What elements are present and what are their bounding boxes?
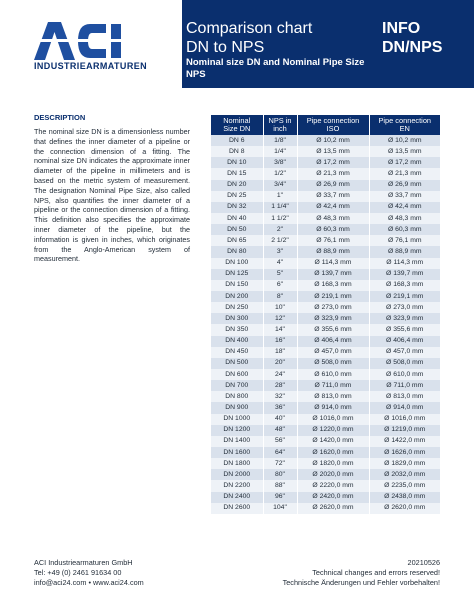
cell-nps: 56" — [263, 436, 297, 447]
cell-iso: Ø 813,0 mm — [297, 391, 369, 402]
table-row — [211, 246, 440, 257]
cell-dn: DN 2400 — [211, 492, 263, 503]
table-row — [211, 135, 440, 146]
cell-dn: DN 100 — [211, 258, 263, 269]
cell-iso: Ø 168,3 mm — [297, 280, 369, 291]
cell-iso: Ø 139,7 mm — [297, 269, 369, 280]
cell-dn: DN 900 — [211, 402, 263, 413]
cell-nps: 5" — [263, 269, 297, 280]
cell-iso: Ø 1820,0 mm — [297, 458, 369, 469]
description-text: The nominal size DN is a dimensionless number that defines the inner diameter of a pipeline or the connection dimension of a fitting. The nominal size DN indicates the approximate inner diameter of the pipeline in millimeters and is based on the metric system of measurement. The designation Nominal Pipe Size, also called NPS, also quantifies the inner diameter of a pipeline or the connection dimension of a fitting. This definition also specifies the approximate inner diameter of the pipeline, but the information is given in inches, which originates from the Anglo-American system of measurement. — [34, 127, 190, 264]
cell-iso: Ø 88,9 mm — [297, 246, 369, 257]
table-row — [211, 380, 440, 391]
cell-nps: 10" — [263, 302, 297, 313]
page-title — [186, 19, 312, 57]
cell-nps: 6" — [263, 280, 297, 291]
cell-dn: DN 800 — [211, 391, 263, 402]
cell-dn: DN 250 — [211, 302, 263, 313]
cell-en: Ø 457,0 mm — [369, 347, 440, 358]
cell-iso: Ø 1620,0 mm — [297, 447, 369, 458]
description-heading: DESCRIPTION — [34, 113, 86, 122]
cell-dn: DN 25 — [211, 191, 263, 202]
cell-iso: Ø 17,2 mm — [297, 157, 369, 168]
cell-dn: DN 40 — [211, 213, 263, 224]
table-row — [211, 458, 440, 469]
cell-iso: Ø 711,0 mm — [297, 380, 369, 391]
cell-en: Ø 323,9 mm — [369, 313, 440, 324]
info-label — [382, 19, 442, 57]
cell-iso: Ø 2620,0 mm — [297, 503, 369, 514]
cell-nps: 1/8" — [263, 135, 297, 146]
cell-en: Ø 13,5 mm — [369, 146, 440, 157]
cell-iso: Ø 406,4 mm — [297, 336, 369, 347]
footer-company: ACI Industriearmaturen GmbH — [34, 558, 133, 567]
cell-nps: 1/2" — [263, 168, 297, 179]
table-header-row — [211, 115, 440, 135]
cell-iso: Ø 323,9 mm — [297, 313, 369, 324]
logo — [0, 0, 182, 88]
cell-en: Ø 1626,0 mm — [369, 447, 440, 458]
cell-nps: 3/4" — [263, 180, 297, 191]
cell-en: Ø 2438,0 mm — [369, 492, 440, 503]
cell-iso: Ø 457,0 mm — [297, 347, 369, 358]
cell-dn: DN 2200 — [211, 480, 263, 491]
cell-iso: Ø 13,5 mm — [297, 146, 369, 157]
cell-en: Ø 88,9 mm — [369, 246, 440, 257]
footer-notice-de: Technische Änderungen und Fehler vorbehalten! — [282, 577, 440, 587]
cell-en: Ø 1016,0 mm — [369, 414, 440, 425]
table-row — [211, 391, 440, 402]
cell-en: Ø 26,9 mm — [369, 180, 440, 191]
cell-nps: 16" — [263, 336, 297, 347]
cell-en: Ø 60,3 mm — [369, 224, 440, 235]
cell-en: Ø 76,1 mm — [369, 235, 440, 246]
cell-iso: Ø 26,9 mm — [297, 180, 369, 191]
cell-dn: DN 200 — [211, 291, 263, 302]
cell-dn: DN 600 — [211, 369, 263, 380]
table-row — [211, 191, 440, 202]
cell-nps: 8" — [263, 291, 297, 302]
cell-nps: 3/8" — [263, 157, 297, 168]
cell-en: Ø 610,0 mm — [369, 369, 440, 380]
cell-iso: Ø 60,3 mm — [297, 224, 369, 235]
cell-iso: Ø 1220,0 mm — [297, 425, 369, 436]
table-row — [211, 202, 440, 213]
cell-nps: 28" — [263, 380, 297, 391]
cell-iso: Ø 2020,0 mm — [297, 469, 369, 480]
cell-dn: DN 1200 — [211, 425, 263, 436]
table-row — [211, 447, 440, 458]
cell-iso: Ø 508,0 mm — [297, 358, 369, 369]
table-row — [211, 235, 440, 246]
cell-dn: DN 350 — [211, 324, 263, 335]
cell-en: Ø 42,4 mm — [369, 202, 440, 213]
cell-nps: 72" — [263, 458, 297, 469]
cell-iso: Ø 2220,0 mm — [297, 480, 369, 491]
cell-dn: DN 8 — [211, 146, 263, 157]
comparison-table — [211, 115, 440, 514]
table-row — [211, 425, 440, 436]
cell-dn: DN 700 — [211, 380, 263, 391]
cell-dn: DN 32 — [211, 202, 263, 213]
table-row — [211, 157, 440, 168]
cell-dn: DN 150 — [211, 280, 263, 291]
table-body — [211, 135, 440, 514]
header-dn: Nominal Size DN — [211, 115, 263, 135]
cell-en: Ø 2620,0 mm — [369, 503, 440, 514]
page-header — [0, 0, 474, 100]
table-row — [211, 168, 440, 179]
cell-dn: DN 1800 — [211, 458, 263, 469]
cell-dn: DN 1400 — [211, 436, 263, 447]
table-row — [211, 469, 440, 480]
table-row — [211, 402, 440, 413]
aci-logo-icon — [34, 22, 130, 60]
table-row — [211, 302, 440, 313]
cell-dn: DN 450 — [211, 347, 263, 358]
cell-en: Ø 168,3 mm — [369, 280, 440, 291]
cell-nps: 32" — [263, 391, 297, 402]
table-row — [211, 436, 440, 447]
cell-iso: Ø 273,0 mm — [297, 302, 369, 313]
table-row — [211, 492, 440, 503]
logo-subtitle: INDUSTRIEARMATUREN — [34, 61, 148, 71]
cell-iso: Ø 1016,0 mm — [297, 414, 369, 425]
cell-iso: Ø 610,0 mm — [297, 369, 369, 380]
cell-iso: Ø 914,0 mm — [297, 402, 369, 413]
cell-en: Ø 2032,0 mm — [369, 469, 440, 480]
table-row — [211, 414, 440, 425]
footer-phone: Tel: +49 (0) 2461 91634 00 — [34, 567, 122, 577]
cell-en: Ø 139,7 mm — [369, 269, 440, 280]
cell-iso: Ø 2420,0 mm — [297, 492, 369, 503]
cell-nps: 1/4" — [263, 146, 297, 157]
table-row — [211, 269, 440, 280]
table-row — [211, 503, 440, 514]
table-row — [211, 146, 440, 157]
table-row — [211, 347, 440, 358]
cell-nps: 3" — [263, 246, 297, 257]
table-row — [211, 213, 440, 224]
cell-dn: DN 400 — [211, 336, 263, 347]
cell-en: Ø 33,7 mm — [369, 191, 440, 202]
cell-nps: 36" — [263, 402, 297, 413]
cell-iso: Ø 21,3 mm — [297, 168, 369, 179]
cell-nps: 1 1/2" — [263, 213, 297, 224]
cell-dn: DN 1600 — [211, 447, 263, 458]
table-row — [211, 180, 440, 191]
cell-iso: Ø 48,3 mm — [297, 213, 369, 224]
cell-dn: DN 20 — [211, 180, 263, 191]
cell-nps: 12" — [263, 313, 297, 324]
cell-dn: DN 500 — [211, 358, 263, 369]
header-nps: NPS in inch — [263, 115, 297, 135]
cell-iso: Ø 10,2 mm — [297, 135, 369, 146]
cell-iso: Ø 114,3 mm — [297, 258, 369, 269]
cell-en: Ø 10,2 mm — [369, 135, 440, 146]
cell-dn: DN 50 — [211, 224, 263, 235]
table-row — [211, 369, 440, 380]
cell-dn: DN 6 — [211, 135, 263, 146]
table-row — [211, 313, 440, 324]
cell-nps: 24" — [263, 369, 297, 380]
cell-en: Ø 508,0 mm — [369, 358, 440, 369]
footer-notice-en: Technical changes and errors reserved! — [312, 567, 440, 577]
info-line-1: INFO — [382, 20, 421, 37]
cell-nps: 64" — [263, 447, 297, 458]
cell-dn: DN 65 — [211, 235, 263, 246]
cell-nps: 80" — [263, 469, 297, 480]
cell-nps: 1 1/4" — [263, 202, 297, 213]
cell-en: Ø 711,0 mm — [369, 380, 440, 391]
cell-en: Ø 2235,0 mm — [369, 480, 440, 491]
table-row — [211, 291, 440, 302]
footer-contact: info@aci24.com • www.aci24.com — [34, 577, 144, 587]
table-row — [211, 224, 440, 235]
table-row — [211, 324, 440, 335]
cell-dn: DN 125 — [211, 269, 263, 280]
subtitle-line-2: NPS — [186, 69, 206, 80]
cell-en: Ø 17,2 mm — [369, 157, 440, 168]
cell-nps: 14" — [263, 324, 297, 335]
cell-nps: 2" — [263, 224, 297, 235]
footer-company-info — [34, 558, 144, 587]
cell-nps: 20" — [263, 358, 297, 369]
cell-dn: DN 15 — [211, 168, 263, 179]
cell-en: Ø 48,3 mm — [369, 213, 440, 224]
cell-en: Ø 114,3 mm — [369, 258, 440, 269]
info-line-2: DN/NPS — [382, 39, 443, 56]
page-subtitle — [186, 57, 376, 81]
title-line-1: Comparison chart — [186, 20, 313, 37]
cell-iso: Ø 76,1 mm — [297, 235, 369, 246]
cell-dn: DN 2000 — [211, 469, 263, 480]
cell-dn: DN 1000 — [211, 414, 263, 425]
table-row — [211, 358, 440, 369]
cell-nps: 18" — [263, 347, 297, 358]
cell-iso: Ø 219,1 mm — [297, 291, 369, 302]
header-iso: Pipe connection ISO — [297, 115, 369, 135]
cell-iso: Ø 33,7 mm — [297, 191, 369, 202]
cell-en: Ø 813,0 mm — [369, 391, 440, 402]
cell-dn: DN 2600 — [211, 503, 263, 514]
cell-iso: Ø 42,4 mm — [297, 202, 369, 213]
subtitle-line-1: Nominal size DN and Nominal Pipe Size — [186, 57, 365, 68]
cell-en: Ø 914,0 mm — [369, 402, 440, 413]
cell-nps: 104" — [263, 503, 297, 514]
cell-nps: 40" — [263, 414, 297, 425]
cell-en: Ø 406,4 mm — [369, 336, 440, 347]
table-row — [211, 280, 440, 291]
cell-en: Ø 1829,0 mm — [369, 458, 440, 469]
cell-nps: 1" — [263, 191, 297, 202]
footer-date-code: 20210526 — [407, 558, 440, 567]
cell-dn: DN 80 — [211, 246, 263, 257]
title-line-2: DN to NPS — [186, 39, 265, 56]
cell-en: Ø 219,1 mm — [369, 291, 440, 302]
cell-en: Ø 273,0 mm — [369, 302, 440, 313]
cell-nps: 96" — [263, 492, 297, 503]
cell-en: Ø 1219,0 mm — [369, 425, 440, 436]
cell-en: Ø 1422,0 mm — [369, 436, 440, 447]
table-row — [211, 480, 440, 491]
table-row — [211, 336, 440, 347]
cell-iso: Ø 1420,0 mm — [297, 436, 369, 447]
cell-dn: DN 300 — [211, 313, 263, 324]
table-row — [211, 258, 440, 269]
cell-nps: 4" — [263, 258, 297, 269]
cell-nps: 88" — [263, 480, 297, 491]
cell-dn: DN 10 — [211, 157, 263, 168]
cell-en: Ø 21,3 mm — [369, 168, 440, 179]
cell-iso: Ø 355,6 mm — [297, 324, 369, 335]
footer-notices — [283, 558, 440, 587]
cell-nps: 2 1/2" — [263, 235, 297, 246]
cell-nps: 48" — [263, 425, 297, 436]
cell-en: Ø 355,6 mm — [369, 324, 440, 335]
header-en: Pipe connection EN — [369, 115, 440, 135]
